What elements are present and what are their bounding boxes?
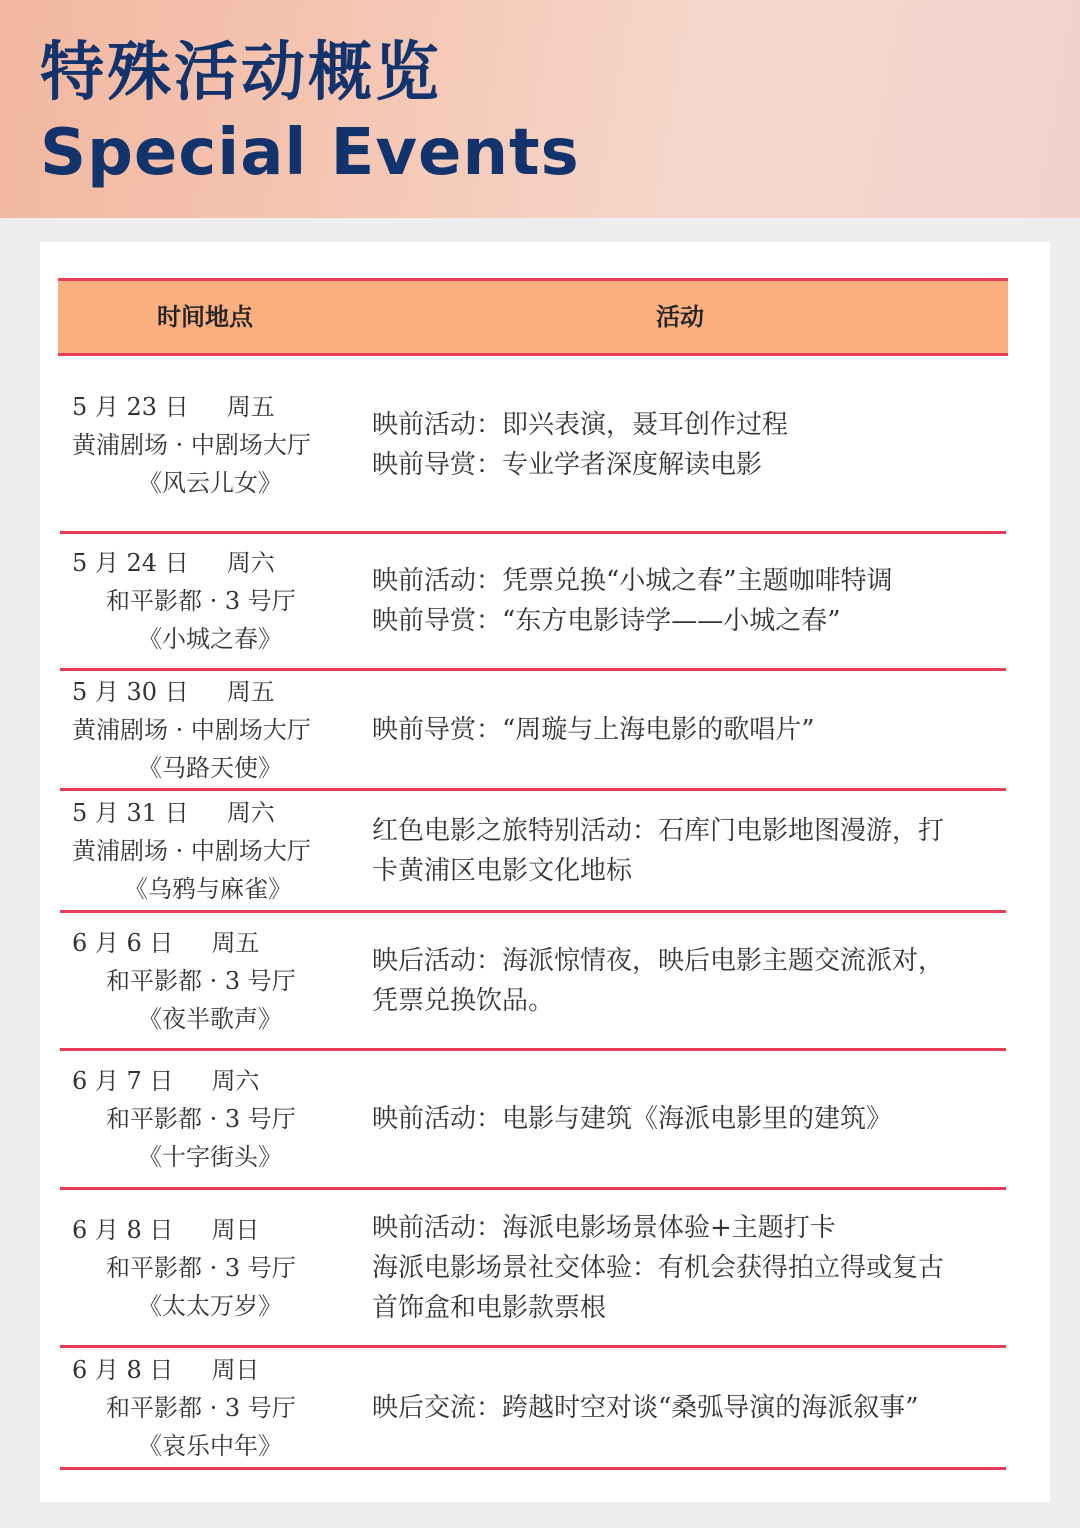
- time-cell: [60, 1190, 350, 1345]
- table-header: [58, 278, 1008, 356]
- venue: 和平影都 · 3 号厅: [106, 1253, 296, 1282]
- date-line: [60, 794, 350, 832]
- activity-cell: [372, 1348, 1002, 1467]
- date: 5 月 23 日: [72, 392, 189, 421]
- weekday: 周六: [226, 549, 275, 577]
- venue: 和平影都 · 3 号厅: [106, 966, 296, 995]
- activity-line: 海派电影场景社交体验：有机会获得拍立得或复古: [372, 1252, 945, 1283]
- film-title: 《小城之春》: [138, 625, 282, 653]
- activity-line: 卡黄浦区电影文化地标: [372, 855, 633, 886]
- venue: 和平影都 · 3 号厅: [106, 1393, 296, 1422]
- weekday: 周五: [226, 677, 275, 706]
- activity-line: 映前活动：即兴表演，聂耳创作过程: [372, 409, 789, 440]
- activity-line: 映前导赏：专业学者深度解读电影: [372, 449, 763, 480]
- weekday: 周五: [211, 928, 260, 957]
- date-line: [60, 388, 350, 426]
- column-header-activity: 活动: [656, 303, 704, 331]
- date-line: [60, 1062, 350, 1100]
- film-title: 《太太万岁》: [138, 1291, 282, 1320]
- header-banner: [0, 0, 1080, 218]
- table-row: [60, 913, 1006, 1051]
- table-row: [60, 1190, 1006, 1348]
- activity-line: 红色电影之旅特别活动：石库门电影地图漫游，打: [372, 815, 945, 846]
- film-title: 《马路天使》: [138, 753, 282, 782]
- activity-line: 凭票兑换饮品。: [372, 985, 555, 1016]
- page-title-en: Special Events: [40, 116, 580, 190]
- activity-cell: [372, 534, 1002, 668]
- film-title: 《十字街头》: [138, 1143, 282, 1171]
- time-cell: [60, 671, 350, 788]
- date-line: [60, 924, 350, 962]
- table-row: [60, 791, 1006, 913]
- date: 5 月 31 日: [72, 798, 189, 827]
- weekday: 周日: [211, 1355, 260, 1384]
- venue: 和平影都 · 3 号厅: [106, 587, 296, 615]
- table-row: [60, 1348, 1006, 1470]
- activity-line: 映前导赏：“东方电影诗学——小城之春”: [372, 606, 841, 636]
- activity-line: 映前活动：电影与建筑《海派电影里的建筑》: [372, 1104, 893, 1134]
- date: 6 月 8 日: [72, 1215, 174, 1244]
- venue: 和平影都 · 3 号厅: [106, 1105, 296, 1133]
- page-title-cn: 特殊活动概览: [40, 36, 442, 110]
- time-cell: [60, 791, 350, 910]
- activity-line: 映后交流：跨越时空对谈“桑弧导演的海派叙事”: [372, 1392, 919, 1423]
- date: 6 月 6 日: [72, 928, 174, 957]
- venue: 黄浦剧场 · 中剧场大厅: [72, 430, 311, 459]
- date: 6 月 7 日: [72, 1067, 174, 1095]
- table-row: [60, 1051, 1006, 1190]
- time-cell: [60, 1348, 350, 1467]
- activity-line: 映前活动：凭票兑换“小城之春”主题咖啡特调: [372, 566, 893, 596]
- film-title: 《乌鸦与麻雀》: [124, 874, 292, 903]
- time-cell: [60, 1051, 350, 1187]
- table-row: [60, 534, 1006, 671]
- activity-line: 首饰盒和电影款票根: [372, 1292, 607, 1323]
- date-line: [60, 1211, 350, 1249]
- weekday: 周六: [226, 798, 275, 827]
- activity-cell: [372, 913, 1002, 1048]
- activity-cell: [372, 1051, 1002, 1187]
- film-title: 《哀乐中年》: [138, 1431, 282, 1460]
- date: 5 月 30 日: [72, 677, 189, 706]
- activity-cell: [372, 791, 1002, 910]
- weekday: 周六: [211, 1067, 260, 1095]
- activity-cell: [372, 358, 1002, 531]
- activity-cell: [372, 671, 1002, 788]
- time-cell: [60, 358, 350, 531]
- venue: 黄浦剧场 · 中剧场大厅: [72, 836, 311, 865]
- activity-line: 映后活动：海派惊情夜，映后电影主题交流派对，: [372, 945, 945, 976]
- venue: 黄浦剧场 · 中剧场大厅: [72, 715, 311, 744]
- weekday: 周日: [211, 1215, 260, 1244]
- table-row: [60, 671, 1006, 791]
- film-title: 《夜半歌声》: [138, 1004, 282, 1033]
- activity-cell: [372, 1190, 1002, 1345]
- activity-line: 映前导赏：“周璇与上海电影的歌唱片”: [372, 714, 815, 745]
- date: 6 月 8 日: [72, 1355, 174, 1384]
- date-line: [60, 544, 350, 582]
- weekday: 周五: [226, 392, 275, 421]
- table-row: [60, 358, 1006, 534]
- date-line: [60, 1351, 350, 1389]
- date: 5 月 24 日: [72, 549, 189, 577]
- film-title: 《风云儿女》: [138, 468, 282, 497]
- date-line: [60, 673, 350, 711]
- activity-line: 映前活动：海派电影场景体验+主题打卡: [372, 1212, 836, 1243]
- time-cell: [60, 913, 350, 1048]
- column-header-time: 时间地点: [157, 303, 253, 331]
- time-cell: [60, 534, 350, 668]
